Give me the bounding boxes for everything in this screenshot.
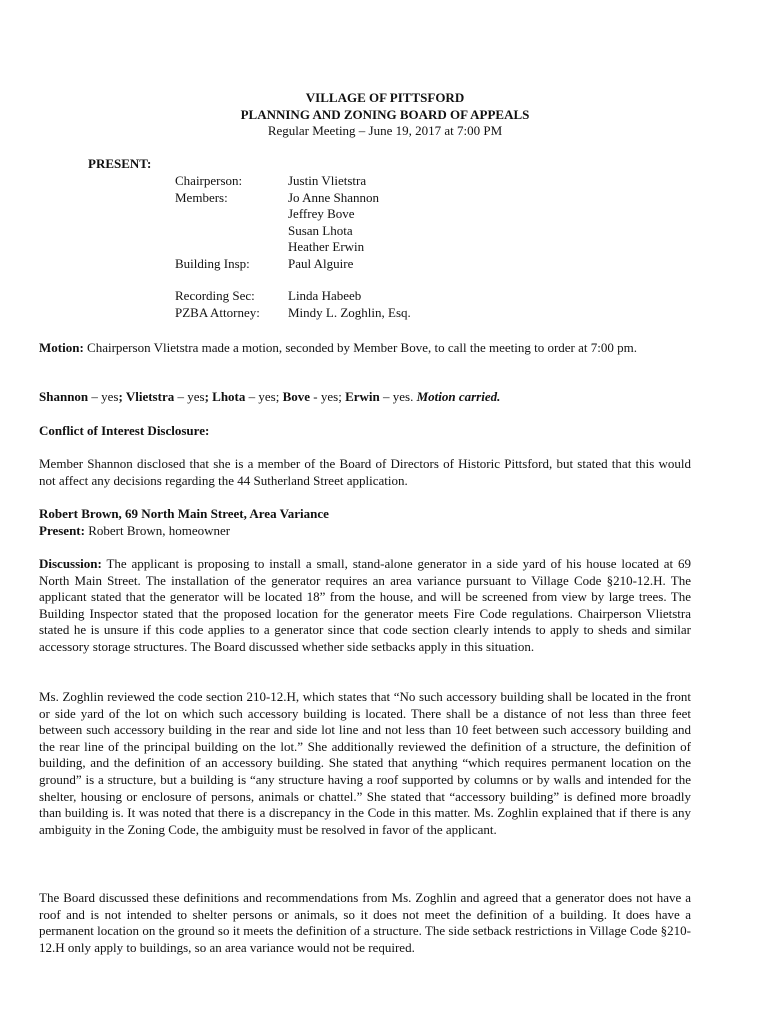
- attendance-roster: [175, 173, 411, 321]
- discussion-text: The applicant is proposing to install a small, stand-alone generator in a side yard of his house located at 69 North Main Street. The installation of the generator requires an area variance pursuant to Village Code §210-12.H. The applicant stated that the generator will be located 18” from the house, and will be screened from view by large trees. The Building Inspector stated that the proposed location for the generator meets Fire Code regulations. Chairperson Vlietstra stated he is unsure if this code applies to a generator since that code section clearly intends to apply to sheds and similar accessory storage structures. The Board discussed whether side setbacks apply in this situation.: [39, 556, 691, 654]
- roster-row-attorney: [175, 305, 411, 322]
- present-label: PRESENT:: [88, 156, 152, 171]
- vote-line: Shannon – yes; Vlietstra – yes; Lhota – yes; Bove - yes; Erwin – yes. Motion carried.: [39, 389, 501, 404]
- name-member: Heather Erwin: [288, 239, 365, 254]
- meeting-date: Regular Meeting – June 19, 2017 at 7:00 PM: [267, 123, 503, 138]
- case-present-label: Present:: [39, 522, 85, 538]
- vote-name: Erwin: [345, 389, 380, 404]
- name-member: Susan Lhota: [288, 222, 353, 238]
- motion-paragraph: [39, 340, 691, 357]
- roster-row-inspector: [175, 256, 411, 273]
- role-attorney: PZBA Attorney:: [175, 304, 260, 320]
- board-paragraph: The Board discussed these definitions and recommendations from Ms. Zoghlin and agreed that a generator does not have a roof and is not intended to shelter persons or animals, so it does not meet the definition of a building. It does have a permanent location on the ground so it meets the definition of a structure. The side setback restrictions in Village Code §210-12.H only apply to buildings, so an area variance would not be required.: [39, 890, 691, 955]
- vote-name: ; Vlietstra: [118, 389, 175, 404]
- vote-name: Shannon: [39, 389, 89, 404]
- name-member: Jeffrey Bove: [288, 206, 355, 221]
- vote-name: ; Lhota: [204, 389, 246, 404]
- zoghlin-paragraph: Ms. Zoghlin reviewed the code section 210-12.H, which states that “No such accessory building shall be located in the front or side yard of the lot on which such accessory building is located. There shall be a distance of not less than three feet between such accessory building in the rear and side lot line and not less than 10 feet between such accessory building and the rear line of the principal building on the lot.” She additionally reviewed the definition of a structure, the definition of building, and the definition of an accessory building. She stated that anything “which requires permanent location on the ground” is a structure, but a building is “any structure having a roof supported by columns or by walls and intended for the shelter, housing or enclosure of persons, animals or chattel.” She stated that “accessory building” is defined more broadly than building is. It was noted that there is a discrepancy in the Code in this matter. Ms. Zoghlin explained that if there is any ambiguity in the Zoning Code, the ambiguity must be resolved in favor of the applicant.: [39, 689, 691, 837]
- role-members: Members:: [175, 189, 228, 205]
- roster-row-member: [175, 239, 411, 256]
- document-header: [0, 90, 770, 140]
- role-chairperson: Chairperson:: [175, 173, 243, 188]
- roster-row-member: [175, 190, 411, 207]
- roster-row-member: [175, 223, 411, 240]
- vote-result: Motion carried.: [416, 389, 501, 404]
- role-building-insp: Building Insp:: [175, 255, 250, 271]
- case-present: [39, 523, 691, 540]
- vote-name: Bove: [282, 389, 311, 404]
- roster-row-secretary: [175, 288, 411, 305]
- name-member: Jo Anne Shannon: [288, 189, 379, 205]
- case-block: [39, 506, 691, 539]
- motion-label: Motion:: [39, 340, 84, 355]
- discussion-label: Discussion:: [39, 556, 102, 571]
- name-building-insp: Paul Alguire: [288, 255, 354, 271]
- roster-row-chair: [175, 173, 411, 190]
- conflict-heading: Conflict of Interest Disclosure:: [39, 423, 210, 438]
- roster-row-member: [175, 206, 411, 223]
- name-chairperson: Justin Vlietstra: [288, 173, 367, 188]
- name-recording-sec: Linda Habeeb: [288, 288, 362, 303]
- conflict-paragraph: Member Shannon disclosed that she is a member of the Board of Directors of Historic Pittsford, but stated that this would not affect any decisions regarding the 44 Sutherland Street application.: [39, 456, 691, 488]
- name-attorney: Mindy L. Zoghlin, Esq.: [288, 304, 411, 320]
- discussion-paragraph: [39, 556, 691, 656]
- case-title: Robert Brown, 69 North Main Street, Area Variance: [39, 506, 329, 521]
- village-title: VILLAGE OF PITTSFORD: [305, 90, 465, 105]
- role-recording-sec: Recording Sec:: [175, 288, 255, 303]
- board-title: PLANNING AND ZONING BOARD OF APPEALS: [240, 106, 530, 122]
- motion-text: Chairperson Vlietstra made a motion, seconded by Member Bove, to call the meeting to order at 7:00 pm.: [83, 340, 637, 355]
- case-present-text: Robert Brown, homeowner: [84, 522, 231, 538]
